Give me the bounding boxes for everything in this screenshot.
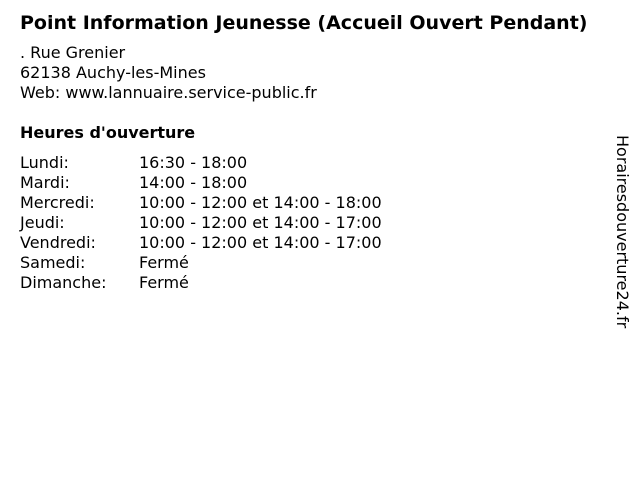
day-label: Vendredi: (20, 233, 96, 252)
hours-row-samedi (20, 253, 382, 273)
time-value: 10:00 - 12:00 et 14:00 - 17:00 (139, 233, 382, 252)
watermark-text: Horairesdouverture24.fr (613, 135, 632, 329)
hours-row-dimanche (20, 273, 382, 293)
day-label: Lundi: (20, 153, 69, 172)
hours-heading: Heures d'ouverture (20, 123, 196, 142)
day-label: Dimanche: (20, 273, 107, 292)
hours-row-vendredi (20, 233, 382, 253)
time-value: Fermé (139, 253, 189, 272)
hours-row-mardi (20, 173, 382, 193)
address-city: 62138 Auchy-les-Mines (20, 63, 206, 82)
page-title: Point Information Jeunesse (Accueil Ouvert Pendant) (20, 12, 588, 34)
day-label: Mardi: (20, 173, 70, 192)
address-block (20, 43, 317, 103)
time-value: 10:00 - 12:00 et 14:00 - 18:00 (139, 193, 382, 212)
address-street: . Rue Grenier (20, 43, 126, 62)
day-label: Mercredi: (20, 193, 95, 212)
hours-row-lundi (20, 153, 382, 173)
time-value: 10:00 - 12:00 et 14:00 - 17:00 (139, 213, 382, 232)
hours-table (20, 153, 382, 293)
hours-row-jeudi (20, 213, 382, 233)
time-value: Fermé (139, 273, 189, 292)
day-label: Samedi: (20, 253, 86, 272)
address-web: Web: www.lannuaire.service-public.fr (20, 83, 317, 102)
day-label: Jeudi: (20, 213, 65, 232)
time-value: 16:30 - 18:00 (139, 153, 248, 172)
hours-row-mercredi (20, 193, 382, 213)
time-value: 14:00 - 18:00 (139, 173, 248, 192)
